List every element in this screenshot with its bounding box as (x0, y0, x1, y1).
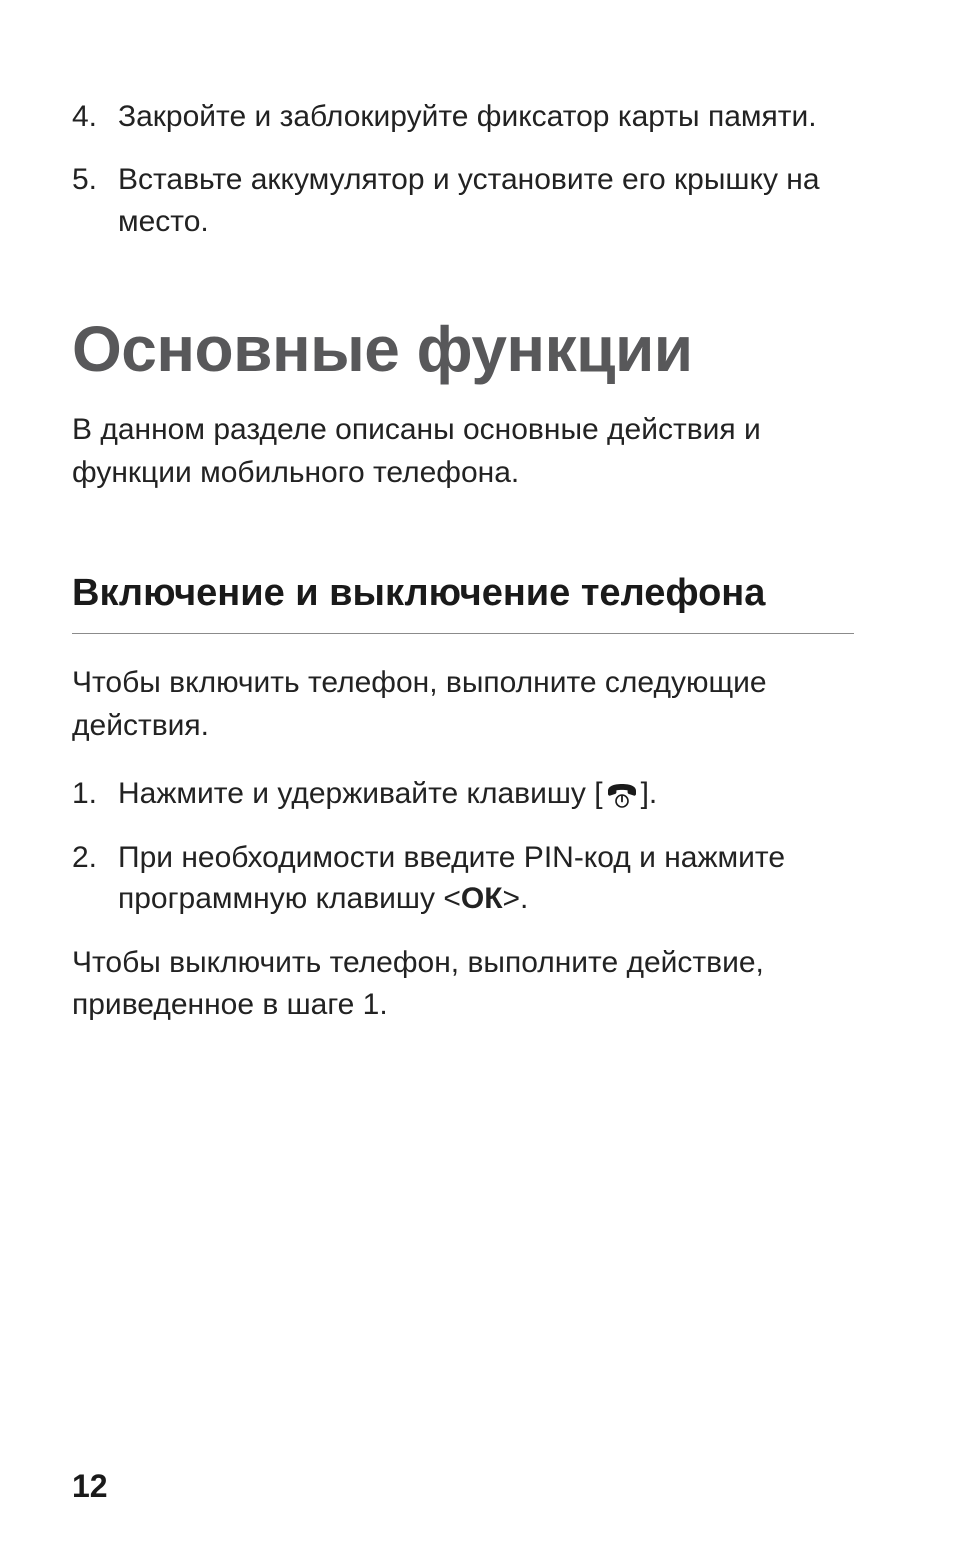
page-number: 12 (72, 1468, 108, 1504)
list-item-number: 4. (72, 100, 98, 133)
step-text-before: Нажмите и удерживайте клавишу [ (118, 777, 603, 811)
softkey-label: ОК (460, 882, 503, 916)
list-item-text: Вставьте аккумулятор и установите его крышку на место. (118, 163, 820, 238)
list-item-text (118, 837, 862, 920)
heading-divider (72, 633, 854, 634)
subsection-heading: Включение и выключение телефона (72, 571, 766, 614)
section-intro-text: В данном разделе описаны основные действия и функции мобильного телефона. (72, 413, 761, 489)
step-text-after: >. (502, 882, 529, 916)
list-item (72, 159, 862, 242)
list-item-number: 2. (72, 840, 98, 874)
list-item-number: 1. (72, 777, 98, 811)
list-item (72, 96, 862, 137)
list-item-text (118, 773, 862, 814)
lead-paragraph: Чтобы включить телефон, выполните следующие действия. (72, 666, 767, 742)
procedure-list (72, 773, 862, 919)
list-item (72, 837, 862, 920)
power-end-call-key-icon (604, 782, 640, 808)
step-text-after: ]. (640, 777, 658, 811)
top-step-list (72, 0, 862, 242)
list-item-text: Закройте и заблокируйте фиксатор карты памяти. (118, 100, 817, 133)
step-text-before: При необходимости введите PIN-код и нажмите программную клавишу < (118, 840, 786, 916)
list-item-number: 5. (72, 163, 98, 197)
page-title: Основные функции (72, 313, 693, 386)
list-item (72, 773, 862, 814)
document-page (72, 0, 862, 1566)
closing-paragraph: Чтобы выключить телефон, выполните действие, приведенное в шаге 1. (72, 945, 764, 1022)
